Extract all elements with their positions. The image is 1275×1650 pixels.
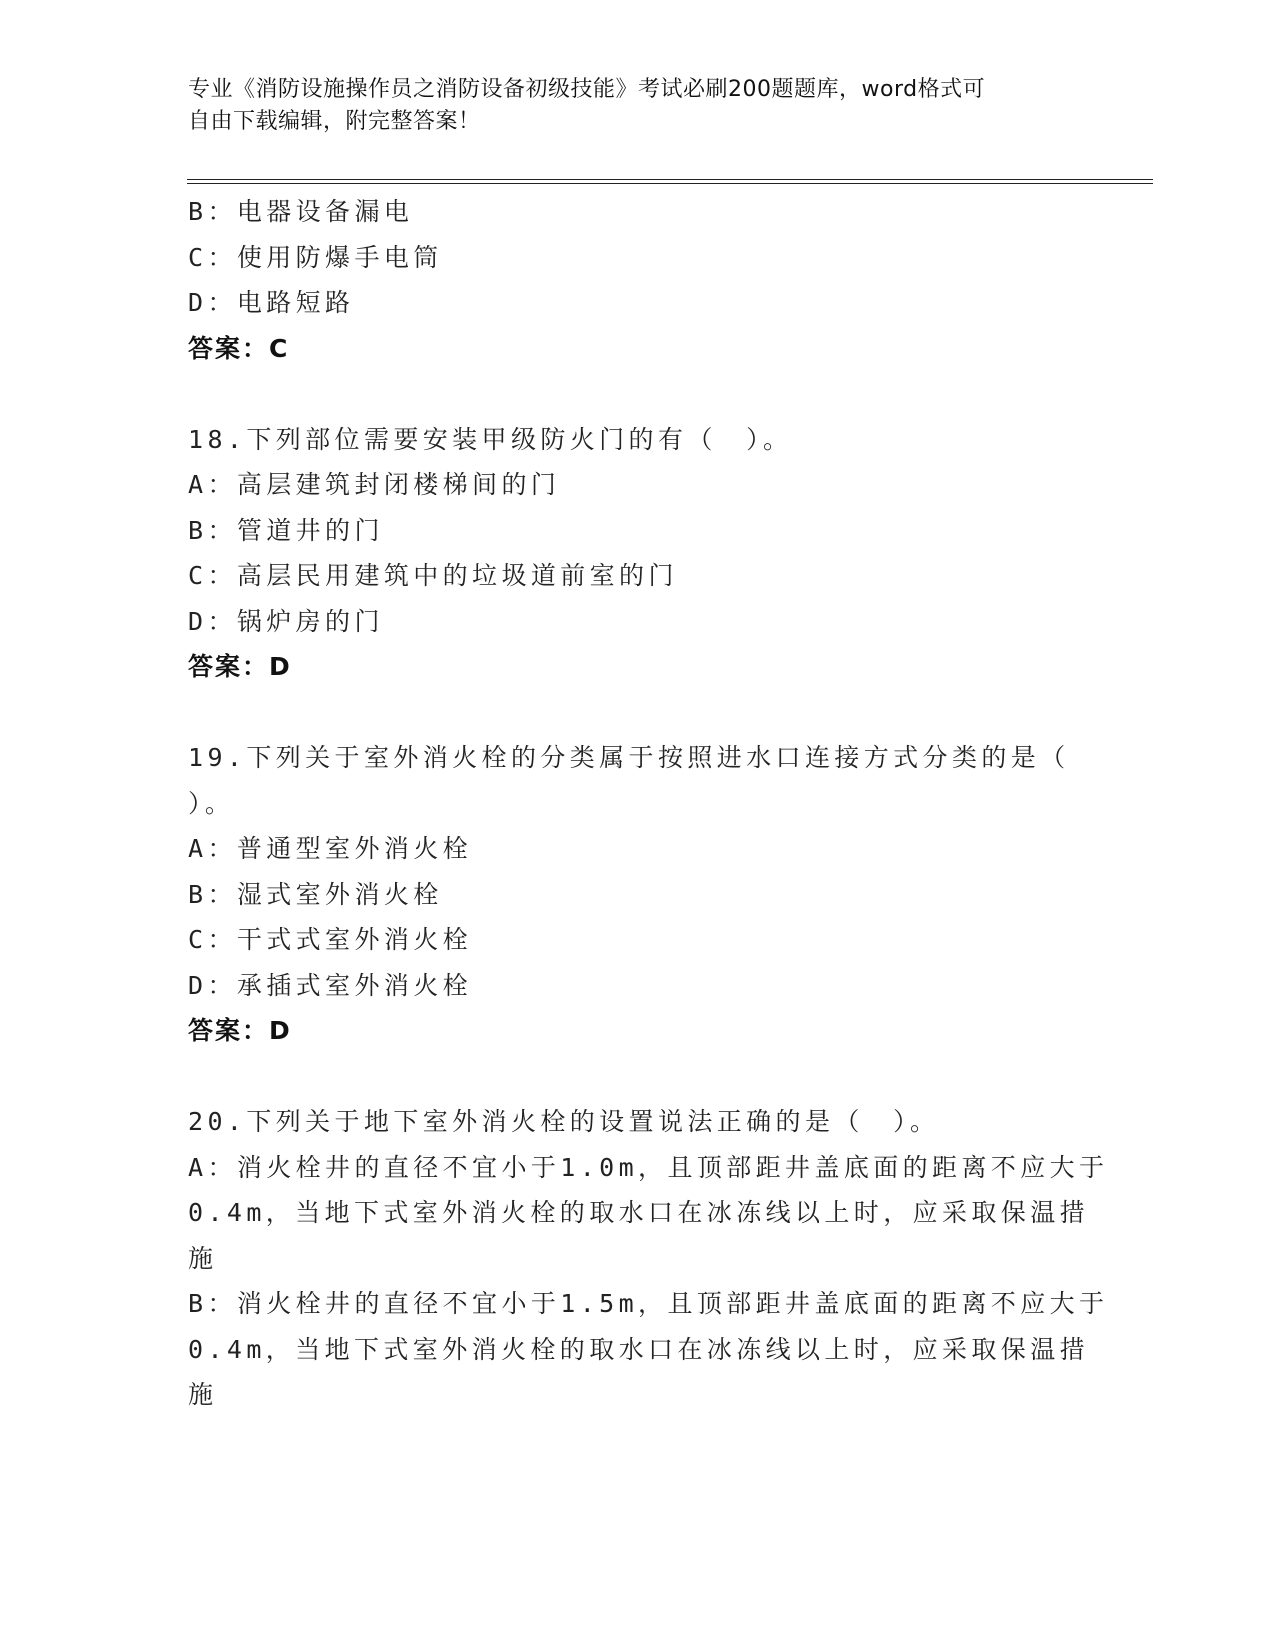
header-divider-top	[187, 179, 1153, 180]
question-list	[188, 189, 1109, 1418]
q19-answer: 答案：D	[188, 1016, 292, 1045]
q17-answer: 答案：C	[188, 333, 290, 363]
spacer	[188, 690, 1088, 736]
q19-option-d: D：承插式室外消火栓	[188, 970, 473, 1000]
q18-option-a: A：高层建筑封闭楼梯间的门	[188, 470, 561, 499]
q18-answer: 答案：D	[188, 652, 292, 681]
q19-question-line-2: ）。	[188, 788, 235, 818]
q19-question-line-1: 19.下列关于室外消火栓的分类属于按照进水口连接方式分类的是（	[188, 743, 1070, 772]
q18-option-b: B：管道井的门	[188, 515, 384, 545]
header-title-line-1: 专业《消防设施操作员之消防设备初级技能》考试必刷200题题库，word格式可	[188, 77, 986, 102]
header-title-line-2: 自由下载编辑，附完整答案！	[188, 109, 481, 134]
question-18-block	[188, 417, 1088, 690]
q20-question: 20.下列关于地下室外消火栓的设置说法正确的是（ ）。	[188, 1107, 940, 1136]
q18-option-d: D：锅炉房的门	[188, 606, 384, 636]
q20-option-a-line-1: A：消火栓井的直径不宜小于1.0m，且顶部距井盖底面的距离不应大于	[188, 1152, 1109, 1182]
q20-option-b-line-2: 0.4m，当地下式室外消火栓的取水口在冰冻线以上时，应采取保温措	[188, 1334, 1090, 1364]
question-20-block	[188, 1099, 1109, 1418]
spacer	[188, 371, 1088, 417]
q19-option-b: B：湿式室外消火栓	[188, 879, 443, 909]
q18-question: 18.下列部位需要安装甲级防火门的有（ ）。	[188, 424, 793, 454]
q20-option-a-line-3: 施	[188, 1243, 218, 1273]
q17-option-b: B：电器设备漏电	[188, 197, 414, 226]
header-divider-bottom	[187, 183, 1153, 184]
q20-option-a-line-2: 0.4m，当地下式室外消火栓的取水口在冰冻线以上时，应采取保温措	[188, 1198, 1090, 1227]
q18-option-c: C：高层民用建筑中的垃圾道前室的门	[188, 561, 678, 590]
q17-option-c: C：使用防爆手电筒	[188, 242, 443, 272]
spacer	[188, 1054, 1088, 1100]
q20-option-b-line-1: B：消火栓井的直径不宜小于1.5m，且顶部距井盖底面的距离不应大于	[188, 1289, 1109, 1318]
question-17-block	[188, 189, 1088, 371]
q20-option-b-line-3: 施	[188, 1380, 218, 1409]
q19-option-c: C：干式式室外消火栓	[188, 925, 473, 954]
document-header	[188, 74, 1068, 138]
question-19-block	[188, 735, 1088, 1054]
q19-option-a: A：普通型室外消火栓	[188, 834, 473, 863]
q17-option-d: D：电路短路	[188, 288, 355, 317]
